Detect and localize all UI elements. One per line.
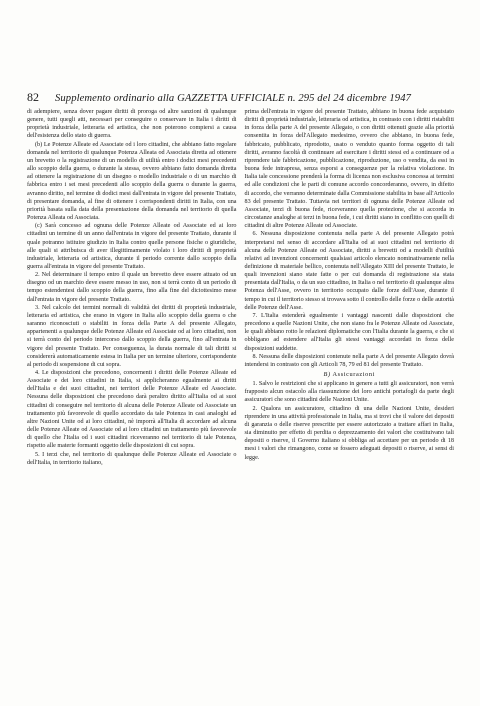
paragraph: 4. Le disposizioni che precedono, concernenti i diritti delle Potenze Alleate ed Associate e dei loro cittadini in Italia, si applicheranno egualmente ai diritti dell'Italia e dei suoi cittadini, nei territori delle Potenze Alleate ed Associate. Nessuna delle disposizioni che precedono darà peraltro diritto all'Italia od ai suoi cittadini di conseguire nel territorio di alcuna delle Potenze Alleate od Associate un trattamento più favorevole di quello accordato da tale Potenza in casi analoghi ad altre Nazioni Unite od ai loro cittadini, nè imporrà all'Italia di accordare ad alcuna delle Potenze Alleate od Associate od ai loro cittadini un trattamento più favorevole di quello che l'Italia od i suoi cittadini riceveranno nel territorio di tale Potenza, rispetto alle materie formanti oggetto delle disposizioni di cui sopra. <box>27 370 237 450</box>
paragraph: 3. Nel calcolo dei termini normali di validità dei diritti di proprietà industriale, letteraria ed artistica, che erano in vigore in Italia allo scoppio della guerra o che saranno riconosciuti o stabiliti in forza della Parte A del presente Allegato, appartenenti a qualunque delle Potenze Alleate ed Associate od ai loro cittadini, non si terrà conto del periodo intercorso dallo scoppio della guerra, fino all'entrata in vigore del presente Trattato. Per conseguenza, la durata normale di tali diritti si considererà automaticamente estesa in Italia per un termine ulteriore, corrispondente al periodo di sospensione di cui sopra. <box>27 304 237 368</box>
paragraph: (c) Sarà concesso ad ognuna delle Potenze Alleate od Associate ed ai loro cittadini un termine di un anno dall'entrata in vigore del presente Trattato, durante il quale potranno istituire giudizio in Italia contro quelle persone fisiche o giuridiche, alle quali si attribuisca di aver illegittimamente violato i loro diritti di proprietà industriale, letteraria od artistica, durante il periodo corrente dallo scoppio della guerra all'entrata in vigore del presente Trattato. <box>27 223 237 270</box>
paragraph: 1. Salvo le restrizioni che si applicano in genere a tutti gli assicuratori, non verrà frapposto alcun ostacolo alla riassunzione dei loro antichi portafogli da parte degli assicuratori che sono cittadini delle Nazioni Unite. <box>244 381 454 404</box>
paragraph: 2. Nel determinare il tempo entro il quale un brevetto deve essere attuato od un disegno od un marchio deve essere messo in uso, non si terrà conto di un periodo di tempo estendentesi dallo scoppio della guerra, fino alla fine del diciottesimo mese dall'entrata in vigore del presente Trattato. <box>27 272 237 303</box>
text-columns <box>27 108 454 467</box>
section-heading <box>245 371 455 379</box>
right-column <box>245 108 455 467</box>
paragraph: 7. L'Italia estenderà egualmente i vantaggi nascenti dalle disposizioni che precedono a quelle Nazioni Unite, che non siano fra le Potenze Alleate od Associate, le quali abbiano rotto le relazioni diplomatiche con l'Italia durante la guerra, e che si obbligano ad estendere all'Italia gli stessi vantaggi accordati in forza delle disposizioni suddette. <box>244 312 454 352</box>
left-column <box>27 108 237 467</box>
paragraph: 6. Nessuna disposizione contenuta nella parte A del presente Allegato potrà interpretarsi nel senso di accordare all'Italia od ai suoi cittadini nel territorio di alcuna delle Potenze Alleate od Associate, diritti a brevetti od a modelli d'utilità relativi ad invenzioni concernenti qualsiasi articolo elencato nominativamente nella definizione di materiale bellico, contenuta nell'Allegato XIII del presente Trattato, le quali invenzioni siano state fatte o per cui domanda di registrazione sia stata presentata dall'Italia, o da un suo cittadino, in Italia o nel territorio di qualunque altra Potenza dell'Asse, ovvero in territorio occupato dalle forze dell'Asse, durante il tempo in cui il territorio stesso si trovava sotto il controllo delle forze o delle autorità delle Potenze dell'Asse. <box>244 231 454 311</box>
gazette-title: Supplemento ordinario alla GAZZETTA UFFICIALE n. 295 del 24 dicembre 1947 <box>55 93 411 104</box>
page-header <box>27 90 454 105</box>
page-number: 82 <box>27 90 39 104</box>
section-letter: B) <box>323 371 331 378</box>
paragraph: 5. I terzi che, nel territorio di qualunque delle Potenze Alleate ed Associate o dell'Italia, in territorio italiano, <box>27 451 237 466</box>
paragraph: prima dell'entrata in vigore del presente Trattato, abbiano in buona fede acquistato diritti di proprietà industriale, letteraria od artistica, in contrasto con i diritti ristabiliti in forza della parte A del presente Allegato, o con diritti ottenuti grazie alla priorità consentita in forza dell'Allegato medesimo, ovvero che abbiano, in buona fede, fabbricato, pubblicato, riprodotto, usato o venduto quanto forma oggetto di tali diritti, avranno facoltà di continuare ad esercitare i diritti stessi ed a continuare od a riprendere tale fabbricazione, pubblicazione, riproduzione, uso o vendita, da essi in buona fede intrapresa, senza esporsi a conseguenze per la relativa violazione. In Italia tale concessione prenderà la forma di licenza non esclusiva concessa ai termini ed alle condizioni che le parti di comune accordo concorderanno, ovvero, in difetto di accordo, che verranno determinate dalla Commissione stabilita in base all'Articolo 83 del presente Trattato. Tuttavia nei territori di ognuna delle Potenze Alleate od Associate, terzi di buona fede, riceveranno quella protezione, che si accorda in circostanze analoghe ai terzi in buona fede, i cui diritti siano in conflitto con quelli di cittadini di altre Potenze Alleate od Associate. <box>244 109 454 230</box>
paragraph: (b) Le Potenze Alleate ed Associate od i loro cittadini, che abbiano fatto regolare domanda nel territorio di qualunque Potenza Alleata od Associata diretta ad ottenere un brevetto o la registrazione di un modello di utilità entro i dodici mesi precedenti allo scoppio della guerra, o durante la stessa, ovvero abbiano fatto domanda diretta ad ottenere la registrazione di un disegno o modello industriale o di un marchio di fabbrica entro i sei mesi precedenti allo scoppio della guerra o durante la guerra, avranno diritto, nel termine di dodici mesi dall'entrata in vigore del presente Trattato, di presentare domanda, al fine di ottenere i corrispondenti diritti in Italia, con una priorità basata sulla data della presentazione della domanda nel territorio di quella Potenza Alleata od Associata. <box>27 141 237 222</box>
paragraph: di adempiere, senza dover pagare diritti di proroga od altre sanzioni di qualunque genere, tutti quegli atti, necessari per conseguire o conservare in Italia i diritti di proprietà industriale, letteraria ed artistica, che non poterono compiersi a causa dell'esistenza dello stato di guerra. <box>27 109 237 140</box>
section-title: Assicurazioni <box>332 371 375 378</box>
paragraph: 8. Nessuna delle disposizioni contenute nella parte A del presente Allegato dovrà intendersi in contrasto con gli Articoli 78, 79 ed 81 del presente Trattato. <box>244 353 454 368</box>
paragraph: 2. Qualora un assicuratore, cittadino di una delle Nazioni Unite, desideri riprendere in una attività professionale in Italia, ma si trovi che il valore dei depositi di garanzia o delle riserve prescritte per essere autorizzato a trattare affari in Italia, sia diminuito per effetto di perdita o deprezzamento dei valori che costituivano tali depositi o riserve, il Governo italiano si obbliga ad accettare per un periodo di 18 mesi i valori che rimangono, come se fossero adeguati depositi o riserve, ai sensi di legge. <box>244 405 454 461</box>
